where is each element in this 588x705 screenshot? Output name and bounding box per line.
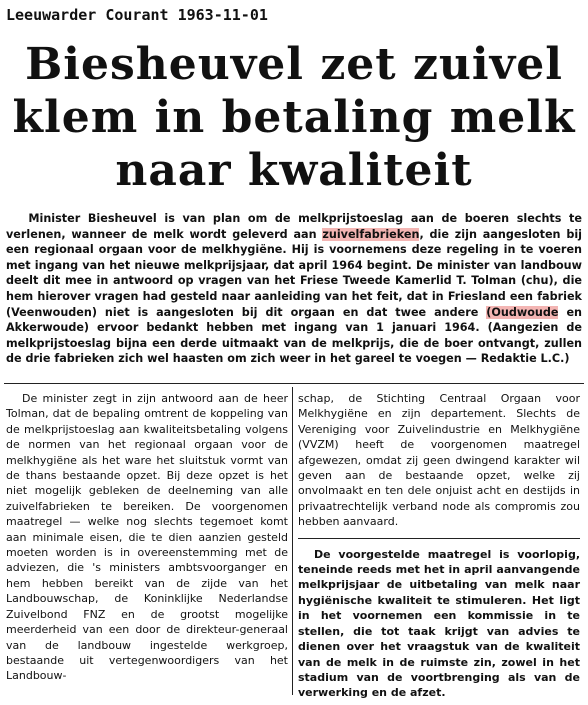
lead-text [6, 211, 582, 367]
highlight-oudwoude: (Oudwoude [486, 305, 559, 319]
lead-part-1: Minister Biesheuvel is van plan om de melkprijstoeslag aan de boeren slechts te verlenen, wanneer de melk wordt geleverd aan [6, 212, 582, 241]
right-column-text-1: schap, de Stichting Centraal Orgaan voor Melkhygiëne en zijn departement. Slechts de Vereniging voor Zuivelindustrie en Melkhygiëne (VVZM) heeft de voorgenomen maatregel afgewezen, omdat zij geen dwingend karakter wil geven aan de bestaande opzet, welke zij onvolmaakt en ten dele onjuist acht en destijds in privaatrechtelijk verband node als compromis zou hebben aanvaard. [298, 392, 580, 529]
highlight-zuivelfabrieken: zuivelfabrieken [322, 227, 420, 241]
right-column [298, 391, 580, 701]
lead-part-2: , die zijn aangesloten bij een regionaal orgaan voor de melkhygiëne. Hij is voornemens deze regeling in te voeren met ingang van het nieuwe melkprijsjaar, dat april 1964 begint. De minister van landbouw deelt dit mee in antwoord op vragen van het Friese Tweede Kamerlid T. Tolman (chu), die hem hierover vragen had gesteld naar aanleiding van het feit, dat in Friesland een fabriek (Veenwouden) niet is aangesloten bij dit orgaan en dat twee andere [6, 227, 582, 319]
horizontal-rule [4, 383, 584, 384]
headline [0, 38, 588, 197]
lead-paragraph [6, 211, 582, 367]
headline-line-2: klem in betaling melk [12, 92, 576, 143]
lead-part-3: en Akkerwoude) ervoor bedankt hebben met ingang van 1 januari 1964. (Aangezien de melkprijstoeslag bijna een derde uitmaakt van de melkprijs, die de boer ontvangt, zullen de drie fabrieken zich wel haasten om zich weer in het gareel te voegen — Redaktie L.C.) [6, 305, 582, 366]
section-rule [298, 538, 580, 539]
left-column-text: De minister zegt in zijn antwoord aan de heer Tolman, dat de bepaling omtrent de koppeling van de melkprijstoeslag aan kwaliteitsbetaling volgens de normen van het regionaal orgaan voor de melkhygiëne als het ware het sluitstuk vormt van de thans bestaande opzet. Bij deze opzet is het niet mogelijk gebleken de deelneming van alle zuivelfabrieken te bereiken. De voorgenomen maatregel — welke nog slechts tegemoet komt aan minimale eisen, die te dien aanzien gesteld moeten worden is in overeenstemming met de adviezen, die 's ministers ambtsvoorganger en hem hebben bereikt van de zijde van het Landbouwschap, de Koninklijke Nederlandse Zuivelbond FNZ en de grootst mogelijke meerderheid van een door de direkteur-generaal van de landbouw ingestelde werkgroep, bestaande uit vertegenwoordigers van het Landbouw- [6, 392, 288, 683]
left-column [6, 391, 288, 684]
column-divider [292, 387, 293, 695]
right-column-text-2: De voorgestelde maatregel is voorlopig, teneinde reeds met het in april aanvangende melkprijsjaar de uitbetaling van melk naar hygiënische kwaliteit te stimuleren. Het ligt in het voornemen een kommissie in te stellen, die tot taak krijgt van advies te dienen over het vraagstuk van de kwaliteit van de melk in de ruimste zin, zowel in het stadium van de voortbrenging als van de verwerking en de afzet. [298, 547, 580, 700]
headline-line-3: naar kwaliteit [115, 145, 473, 196]
source-line: Leeuwarder Courant 1963-11-01 [6, 6, 268, 24]
headline-line-1: Biesheuvel zet zuivel [25, 39, 563, 90]
